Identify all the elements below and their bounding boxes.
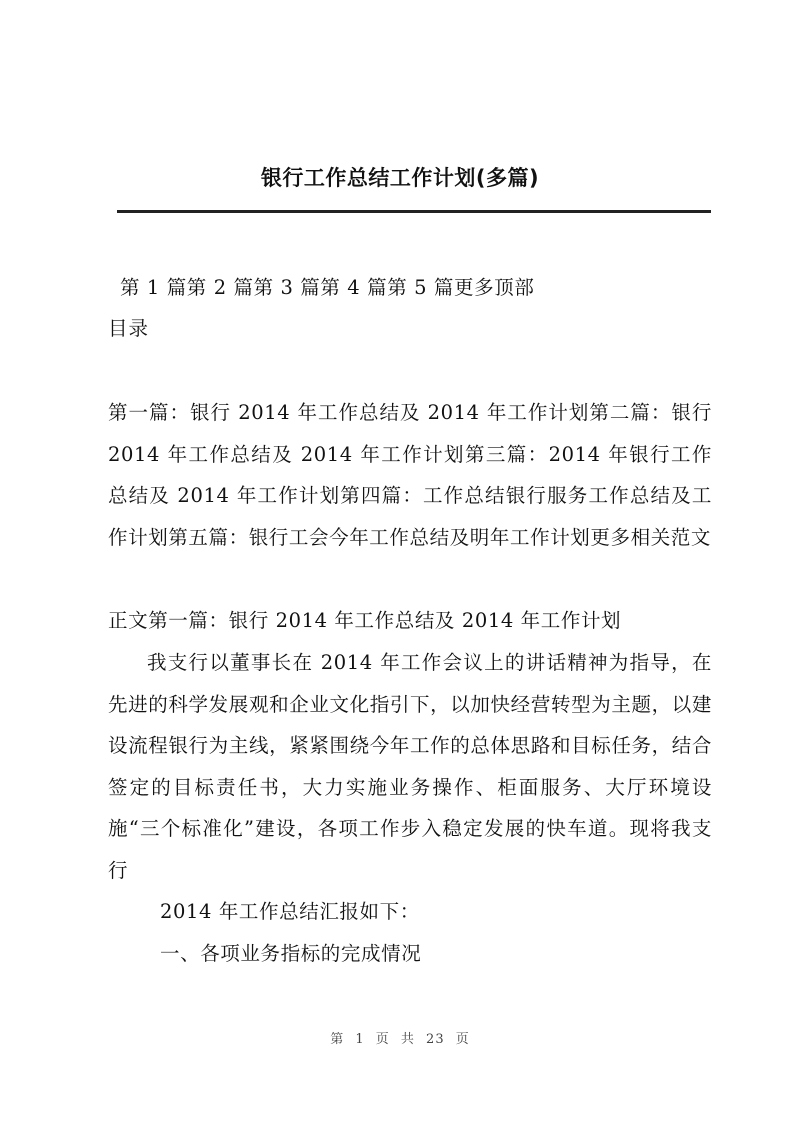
section-nav-links[interactable]: 第 1 篇第 2 篇第 3 篇第 4 篇第 5 篇更多顶部 [120,276,535,299]
main-section-heading: 正文第一篇：银行 2014 年工作总结及 2014 年工作计划 [108,609,622,632]
body-paragraph-2: 2014 年工作总结汇报如下： [160,900,420,923]
toc-heading: 目录 [108,317,150,340]
body-paragraph-3: 一、各项业务指标的完成情况 [160,942,422,965]
title-divider [117,210,711,213]
document-title: 银行工作总结工作计划(多篇) [260,166,540,190]
page-number-footer: 第 1 页 共 23 页 [330,1032,470,1047]
toc-body-text: 第一篇：银行 2014 年工作总结及 2014 年工作计划第二篇：银行 2014 年工作总结及 2014 年工作计划第三篇：2014 年银行工作总结及 2014 年工作计划第四篇：工作总结银行服务工作总结及工作计划第五篇：银行工会今年工作总结及明年工作计划更多相关范文 [108,401,712,549]
body-paragraph-1: 我支行以董事长在 2014 年工作会议上的讲话精神为指导，在先进的科学发展观和企业文化指引下，以加快经营转型为主题，以建设流程银行为主线，紧紧围绕今年工作的总体思路和目标任务，结合签定的目标责任书，大力实施业务操作、柜面服务、大厅环境设施“三个标准化”建设，各项工作步入稳定发展的快车道。现将我支行 [108,651,712,882]
